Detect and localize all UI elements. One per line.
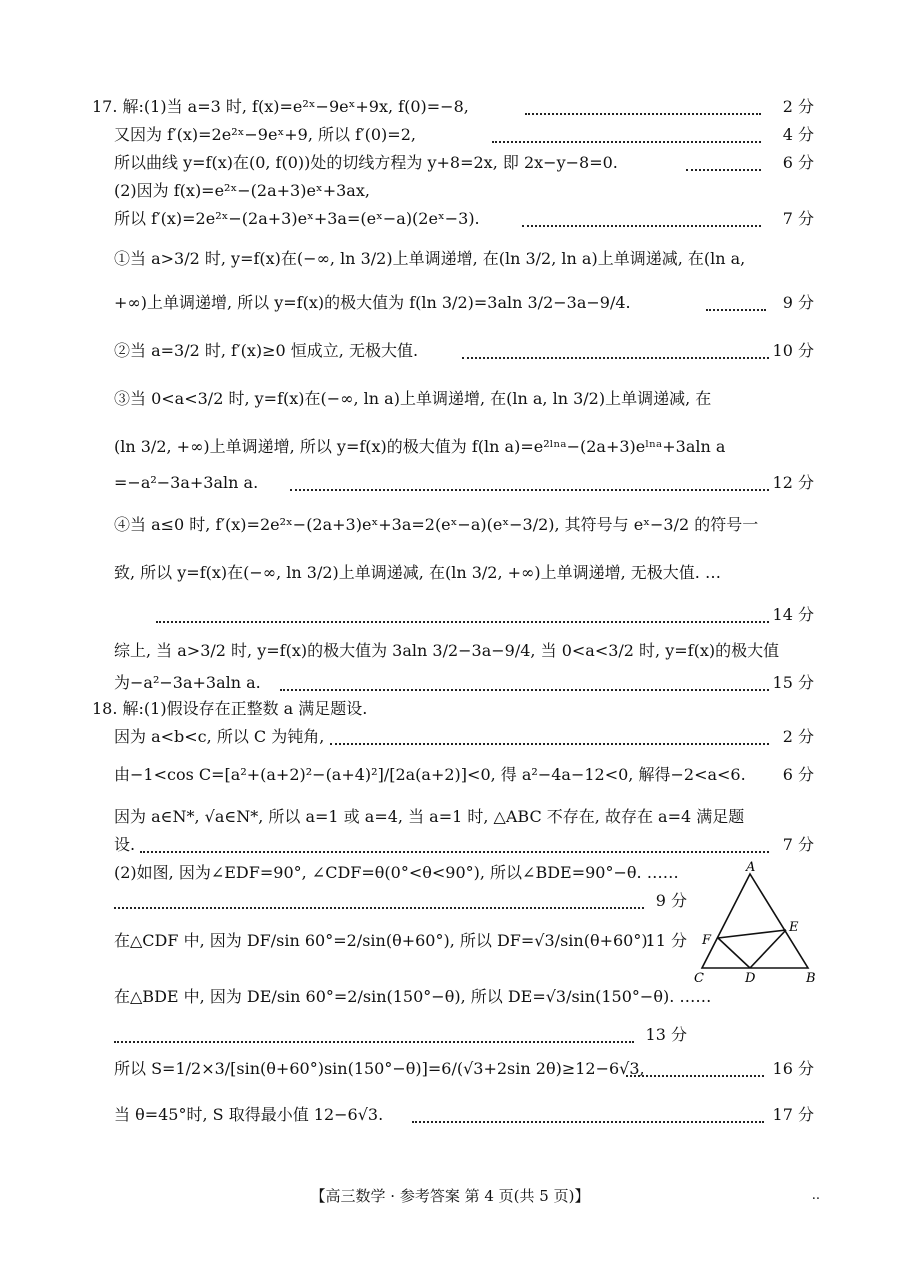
q18-line-2: 因为 a<b<c, 所以 C 为钝角, bbox=[114, 727, 325, 746]
dot-leader bbox=[156, 619, 769, 623]
q17-line-7: +∞)上单调递增, 所以 y=f(x)的极大值为 f(ln 3/2)=3aln 3/2−3a−9/4. bbox=[114, 293, 631, 312]
q18-line-10: 当 θ=45°时, S 取得最小值 12−6√3. bbox=[114, 1105, 384, 1124]
dot-leader bbox=[114, 1039, 634, 1043]
score-label: 10 分 bbox=[772, 341, 814, 360]
footer-corner-mark: .. bbox=[811, 1188, 820, 1203]
triangle-figure bbox=[686, 858, 826, 988]
score-label: 15 分 bbox=[772, 673, 814, 692]
q18-line-8: 在△BDE 中, 因为 DE/sin 60°=2/sin(150°−θ), 所以 DE=√3/sin(150°−θ). …… bbox=[114, 987, 712, 1006]
score-label: 7 分 bbox=[782, 835, 814, 854]
q17-line-8: ②当 a=3/2 时, f′(x)≥0 恒成立, 无极大值. bbox=[114, 341, 419, 360]
score-label: 2 分 bbox=[782, 727, 814, 746]
q17-line-9: ③当 0<a<3/2 时, y=f(x)在(−∞, ln a)上单调递增, 在(ln a, ln 3/2)上单调递减, 在 bbox=[114, 389, 712, 408]
dot-leader bbox=[492, 139, 761, 143]
score-label: 16 分 bbox=[772, 1059, 814, 1078]
dot-leader bbox=[114, 905, 644, 909]
q18-line-7: 在△CDF 中, 因为 DF/sin 60°=2/sin(θ+60°), 所以 DF=√3/sin(θ+60°). bbox=[114, 931, 653, 950]
dot-leader bbox=[290, 487, 769, 491]
q17-line-15: 综上, 当 a>3/2 时, y=f(x)的极大值为 3aln 3/2−3a−9/4, 当 0<a<3/2 时, y=f(x)的极大值 bbox=[114, 641, 780, 660]
score-label: 6 分 bbox=[782, 153, 814, 172]
score-label: 14 分 bbox=[772, 605, 814, 624]
segment-de bbox=[750, 930, 786, 968]
q17-line-6: ①当 a>3/2 时, y=f(x)在(−∞, ln 3/2)上单调递增, 在(ln 3/2, ln a)上单调递减, 在(ln a, bbox=[114, 249, 746, 268]
q17-line-2: 又因为 f′(x)=2e²ˣ−9eˣ+9, 所以 f′(0)=2, bbox=[114, 125, 416, 144]
vertex-label-b: B bbox=[806, 971, 816, 986]
q17-line-13: 致, 所以 y=f(x)在(−∞, ln 3/2)上单调递减, 在(ln 3/2, +∞)上单调递增, 无极大值. … bbox=[114, 563, 721, 582]
q17-line-5: 所以 f′(x)=2e²ˣ−(2a+3)eˣ+3a=(eˣ−a)(2eˣ−3). bbox=[114, 209, 480, 228]
q18-line-5: 设. bbox=[114, 835, 136, 854]
q17-line-1: 17. 解:(1)当 a=3 时, f(x)=e²ˣ−9eˣ+9x, f(0)=−8, bbox=[92, 97, 469, 116]
q18-line-3: 由−1<cos C=[a²+(a+2)²−(a+4)²]/[2a(a+2)]<0, 得 a²−4a−12<0, 解得−2<a<6. bbox=[114, 765, 746, 784]
q18-line-6: (2)如图, 因为∠EDF=90°, ∠CDF=θ(0°<θ<90°), 所以∠BDE=90°−θ. …… bbox=[114, 863, 679, 882]
dot-leader bbox=[412, 1119, 764, 1123]
segment-fe bbox=[718, 930, 786, 938]
dot-leader bbox=[525, 111, 761, 115]
dot-leader bbox=[140, 849, 769, 853]
score-label: 11 分 bbox=[645, 931, 687, 950]
q17-line-16: 为−a²−3a+3aln a. bbox=[114, 673, 261, 692]
q17-line-11: =−a²−3a+3aln a. bbox=[114, 473, 259, 492]
vertex-label-f: F bbox=[702, 933, 712, 948]
score-label: 9 分 bbox=[782, 293, 814, 312]
score-label: 2 分 bbox=[782, 97, 814, 116]
score-label: 17 分 bbox=[772, 1105, 814, 1124]
dot-leader bbox=[706, 307, 766, 311]
score-label: 6 分 bbox=[782, 765, 814, 784]
q18-line-1: 18. 解:(1)假设存在正整数 a 满足题设. bbox=[92, 699, 368, 718]
segment-fd bbox=[718, 938, 750, 968]
dot-leader bbox=[330, 741, 769, 745]
dot-leader bbox=[626, 1073, 764, 1077]
dot-leader bbox=[462, 355, 769, 359]
q17-line-3: 所以曲线 y=f(x)在(0, f(0))处的切线方程为 y+8=2x, 即 2x−y−8=0. bbox=[114, 153, 618, 172]
dot-leader bbox=[280, 687, 769, 691]
score-label: 12 分 bbox=[772, 473, 814, 492]
score-label: 7 分 bbox=[782, 209, 814, 228]
q17-line-10: (ln 3/2, +∞)上单调递增, 所以 y=f(x)的极大值为 f(ln a)=e²ˡⁿᵃ−(2a+3)eˡⁿᵃ+3aln a bbox=[114, 437, 726, 456]
q17-line-12: ④当 a≤0 时, f′(x)=2e²ˣ−(2a+3)eˣ+3a=2(eˣ−a)(eˣ−3/2), 其符号与 eˣ−3/2 的符号一 bbox=[114, 515, 759, 534]
q17-line-4: (2)因为 f(x)=e²ˣ−(2a+3)eˣ+3ax, bbox=[114, 181, 370, 200]
dot-leader bbox=[522, 223, 761, 227]
score-label: 4 分 bbox=[782, 125, 814, 144]
vertex-label-c: C bbox=[694, 971, 704, 986]
q18-line-9: 所以 S=1/2×3/[sin(θ+60°)sin(150°−θ)]=6/(√3+2sin 2θ)≥12−6√3, bbox=[114, 1059, 645, 1078]
vertex-label-d: D bbox=[745, 971, 756, 986]
dot-leader bbox=[686, 167, 761, 171]
score-label: 13 分 bbox=[645, 1025, 687, 1044]
vertex-label-e: E bbox=[789, 920, 799, 935]
score-label: 9 分 bbox=[655, 891, 687, 910]
vertex-label-a: A bbox=[746, 860, 756, 875]
page-footer: 【高三数学 · 参考答案 第 4 页(共 5 页)】 bbox=[310, 1187, 590, 1205]
q18-line-4: 因为 a∈N*, √a∈N*, 所以 a=1 或 a=4, 当 a=1 时, △ABC 不存在, 故存在 a=4 满足题 bbox=[114, 807, 745, 826]
